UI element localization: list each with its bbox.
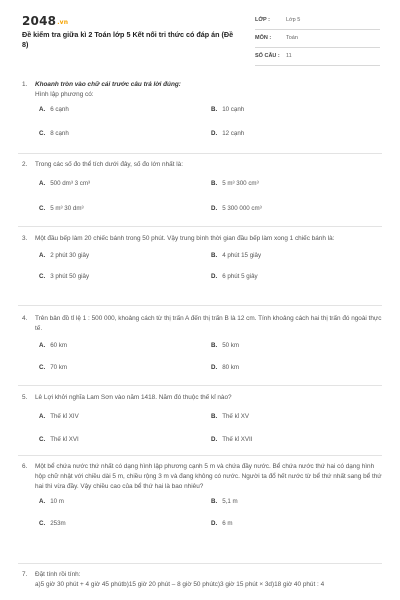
option-a[interactable]: A. 500 dm³ 3 cm³ bbox=[39, 180, 91, 187]
option-a[interactable]: A. Thế kỉ XIV bbox=[39, 413, 79, 420]
question-1: 1. Khoanh tròn vào chữ cái trước câu trả lời đúng: Hình lập phương có: A. 6 cạnh B. 10 cạnh C. 8 cạnh D. 12 cạnh bbox=[22, 81, 245, 137]
option-b[interactable]: B. 4 phút 15 giây bbox=[211, 252, 262, 259]
option-d[interactable]: D. Thế kỉ XVII bbox=[211, 436, 253, 443]
brand-logo[interactable]: 2048.vn bbox=[22, 14, 69, 28]
option-b[interactable]: B. Thế kỉ XV bbox=[211, 413, 250, 420]
question-5: 5. Lê Lợi khởi nghĩa Lam Sơn vào năm 1418. Năm đó thuộc thế kỉ nào? A. Thế kỉ XIV B. Thế kỉ XV C. Thế kỉ XVI D. Thế kỉ XVII bbox=[22, 394, 253, 443]
option-d[interactable]: D. 12 cạnh bbox=[211, 130, 245, 137]
option-b[interactable]: B. 50 km bbox=[211, 342, 240, 349]
meta-row-subject: MÔN : Toán bbox=[255, 32, 380, 48]
page-header bbox=[0, 0, 400, 70]
option-d[interactable]: D. 6 phút 5 giây bbox=[211, 273, 258, 280]
option-c[interactable]: C. 70 km bbox=[39, 364, 68, 371]
meta-row-class: LỚP : Lớp 5 bbox=[255, 14, 380, 30]
divider bbox=[18, 385, 382, 386]
option-a[interactable]: A. 10 m bbox=[39, 498, 64, 505]
page-title: Đề kiểm tra giữa kì 2 Toán lớp 5 Kết nối tri thức có đáp án (Đề 8) bbox=[22, 30, 234, 49]
option-d[interactable]: D. 5 300 000 cm³ bbox=[211, 205, 262, 212]
question-4: 4. Trên bản đồ tỉ lệ 1 : 500 000, khoảng cách từ thị trấn A đến thị trấn B là 12 cm. Tính khoảng cách hai thị trấn đó ngoài thực tế. A. 60 km B. 50 km C. 70 km D. 80 km bbox=[22, 315, 382, 371]
option-b[interactable]: B. 5 m³ 300 cm³ bbox=[211, 180, 259, 187]
question-3: 3. Một đầu bếp làm 20 chiếc bánh trong 50 phút. Vậy trung bình thời gian đầu bếp làm xong 1 chiếc bánh là: A. 2 phút 30 giây B. 4 phút 15 giây C. 3 phút 50 giây D. 6 phút 5 giây bbox=[22, 235, 335, 280]
option-c[interactable]: C. 5 m³ 30 dm³ bbox=[39, 205, 84, 212]
option-b[interactable]: B. 10 cạnh bbox=[211, 106, 245, 113]
meta-row-count: SỐ CÂU : 11 bbox=[255, 50, 380, 66]
option-c[interactable]: C. Thế kỉ XVI bbox=[39, 436, 79, 443]
divider bbox=[18, 153, 382, 154]
divider bbox=[18, 226, 382, 227]
option-a[interactable]: A. 2 phút 30 giây bbox=[39, 252, 90, 259]
option-c[interactable]: C. 3 phút 50 giây bbox=[39, 273, 90, 280]
option-d[interactable]: D. 80 km bbox=[211, 364, 240, 371]
option-c[interactable]: C. 8 cạnh bbox=[39, 130, 69, 137]
option-c[interactable]: C. 253m bbox=[39, 520, 66, 527]
divider bbox=[18, 563, 382, 564]
divider bbox=[18, 305, 382, 306]
question-6: 6. Một bể chứa nước thứ nhất có dạng hình lập phương cạnh 5 m và chứa đầy nước. Bể chứa nước thứ hai có dạng hình hộp chữ nhật với chiều dài 5 m, chiều rộng 3 m và đang không có nước. Người ta đổ hết nước từ bể thứ nhất sang bể thứ hai thì vừa đầy. Vậy chiều cao của bể thứ hai là bao nhiêu? A. 10 m B. 5,1 m C. 253m D. 6 m bbox=[22, 463, 382, 527]
question-2: 2. Trong các số đo thể tích dưới đây, số đo lớn nhất là: A. 500 dm³ 3 cm³ B. 5 m³ 300 cm³ C. 5 m³ 30 dm³ D. 5 300 000 cm³ bbox=[22, 161, 262, 212]
option-a[interactable]: A. 6 cạnh bbox=[39, 106, 69, 113]
option-d[interactable]: D. 6 m bbox=[211, 520, 233, 527]
option-a[interactable]: A. 60 km bbox=[39, 342, 68, 349]
option-b[interactable]: B. 5,1 m bbox=[211, 498, 238, 505]
divider bbox=[18, 455, 382, 456]
meta-info bbox=[255, 14, 380, 68]
question-7: 7. Đặt tính rồi tính: a)5 giờ 30 phút + 4 giờ 45 phútb)15 giờ 20 phút – 8 giờ 50 phútc)3 giờ 15 phút × 3d)18 giờ 40 phút : 4 bbox=[22, 571, 325, 588]
